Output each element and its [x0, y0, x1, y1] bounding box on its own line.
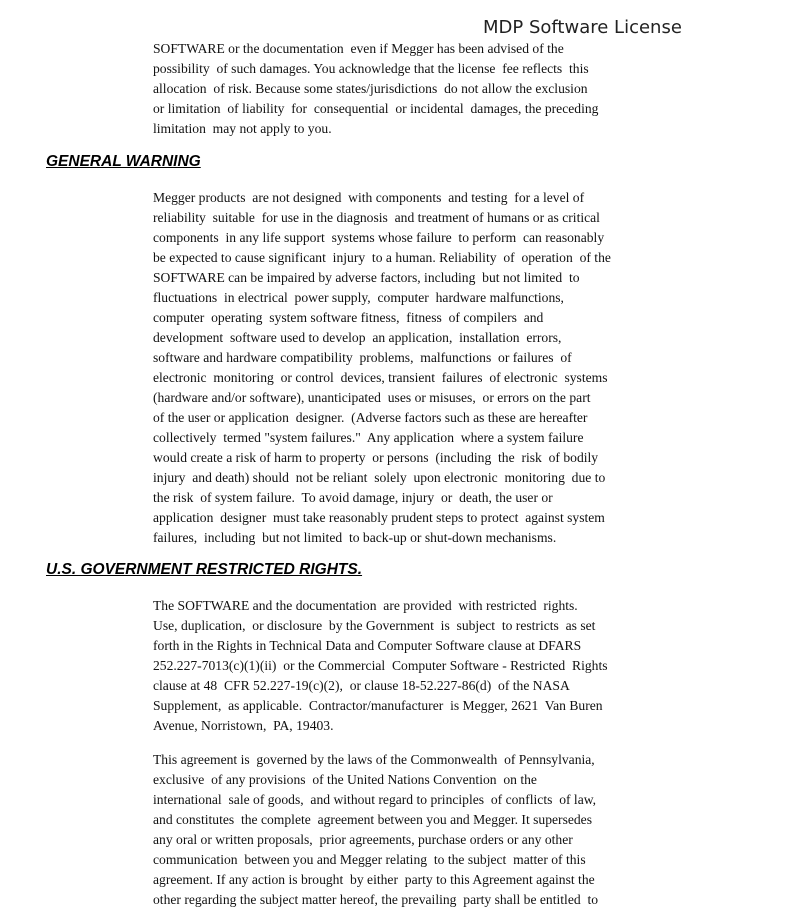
general-warning-paragraph — [153, 188, 611, 548]
text-line: Supplement, as applicable. Contractor/manufacturer is Megger, 2621 Van Buren — [153, 698, 603, 713]
text-line: the risk of system failure. To avoid damage, injury or death, the user or — [153, 490, 553, 505]
text-line: components in any life support systems whose failure to perform can reasonably — [153, 230, 605, 245]
text-line: be expected to cause significant injury to a human. Reliability of operation of the — [153, 250, 611, 265]
general-warning-heading: GENERAL WARNING — [46, 153, 201, 170]
text-line: failures, including but not limited to back-up or shut-down mechanisms. — [153, 530, 557, 545]
text-line: reliability suitable for use in the diagnosis and treatment of humans or as critical — [153, 210, 600, 225]
text-line: exclusive of any provisions of the United Nations Convention on the — [153, 772, 537, 787]
text-line: would create a risk of harm to property or persons (including the risk of bodily — [153, 450, 599, 465]
text-line: This agreement is governed by the laws of the Commonwealth of Pennsylvania, — [153, 752, 595, 767]
text-line: fluctuations in electrical power supply, computer hardware malfunctions, — [153, 290, 564, 305]
text-line: other regarding the subject matter hereof, the prevailing party shall be entitled to — [153, 892, 599, 907]
text-line: collectively termed "system failures." Any application where a system failure — [153, 430, 584, 445]
text-line: allocation of risk. Because some states/jurisdictions do not allow the exclusion — [153, 81, 588, 96]
document-header-title: MDP Software License — [483, 17, 682, 38]
restricted-rights-heading: U.S. GOVERNMENT RESTRICTED RIGHTS. — [46, 561, 363, 578]
text-line: SOFTWARE can be impaired by adverse factors, including but not limited to — [153, 270, 580, 285]
text-line: and constitutes the complete agreement between you and Megger. It supersedes — [153, 812, 593, 827]
text-line: forth in the Rights in Technical Data and Computer Software clause at DFARS — [153, 638, 582, 653]
text-line: communication between you and Megger relating to the subject matter of this — [153, 852, 586, 867]
text-line: development software used to develop an application, installation errors, — [153, 330, 562, 345]
text-line: limitation may not apply to you. — [153, 121, 332, 136]
text-line: Use, duplication, or disclosure by the Government is subject to restricts as set — [153, 618, 596, 633]
text-line: computer operating system software fitness, fitness of compilers and — [153, 310, 544, 325]
text-line: or limitation of liability for consequential or incidental damages, the preceding — [153, 101, 599, 116]
text-line: electronic monitoring or control devices, transient failures of electronic systems — [153, 370, 608, 385]
text-line: 252.227-7013(c)(1)(ii) or the Commercial Computer Software - Restricted Rights — [153, 658, 608, 673]
text-line: any oral or written proposals, prior agreements, purchase orders or any other — [153, 832, 573, 847]
text-line: Avenue, Norristown, PA, 19403. — [153, 718, 334, 733]
text-line: international sale of goods, and without regard to principles of conflicts of law, — [153, 792, 597, 807]
governing-law-paragraph — [153, 750, 598, 910]
restricted-rights-paragraph — [153, 596, 608, 736]
text-line: Megger products are not designed with components and testing for a level of — [153, 190, 585, 205]
text-line: software and hardware compatibility problems, malfunctions or failures of — [153, 350, 572, 365]
intro-paragraph — [153, 39, 598, 139]
text-line: of the user or application designer. (Adverse factors such as these are hereafter — [153, 410, 588, 425]
text-line: injury and death) should not be reliant solely upon electronic monitoring due to — [153, 470, 606, 485]
text-line: application designer must take reasonably prudent steps to protect against system — [153, 510, 605, 525]
text-line: The SOFTWARE and the documentation are provided with restricted rights. — [153, 598, 578, 613]
text-line: clause at 48 CFR 52.227-19(c)(2), or clause 18-52.227-86(d) of the NASA — [153, 678, 570, 693]
text-line: possibility of such damages. You acknowledge that the license fee reflects this — [153, 61, 589, 76]
text-line: agreement. If any action is brought by either party to this Agreement against the — [153, 872, 595, 887]
text-line: SOFTWARE or the documentation even if Megger has been advised of the — [153, 41, 564, 56]
text-line: (hardware and/or software), unanticipated uses or misuses, or errors on the part — [153, 390, 591, 405]
